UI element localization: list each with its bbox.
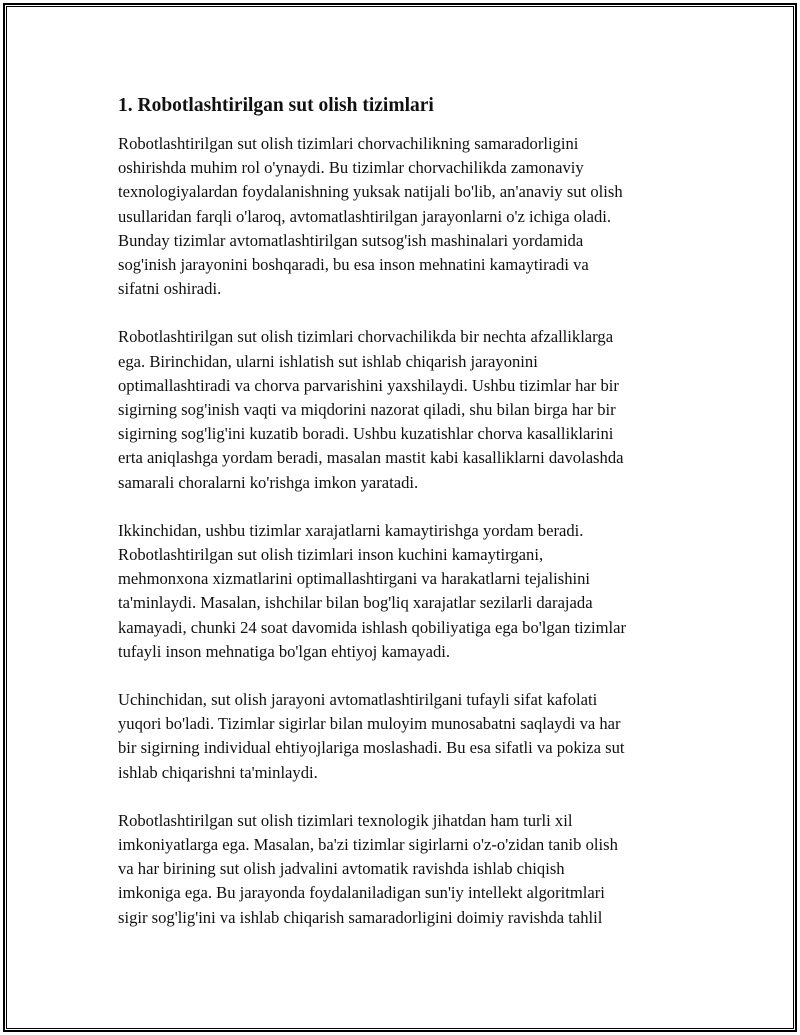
paragraph-line: erta aniqlashga yordam beradi, masalan mastit kabi kasalliklarni davolashda	[118, 448, 624, 468]
paragraph-line: oshirishda muhim rol o'ynaydi. Bu tizimlar chorvachilikda zamonaviy	[118, 158, 584, 178]
document-body	[118, 93, 698, 954]
paragraph-line: ega. Birinchidan, ularni ishlatish sut ishlab chiqarish jarayonini	[118, 351, 538, 371]
paragraph-line: Robotlashtirilgan sut olish tizimlari chorvachilikda bir nechta afzalliklarga	[118, 327, 614, 347]
paragraph-line: texnologiyalardan foydalanishning yuksak natijali bo'lib, an'anaviy sut olish	[118, 182, 623, 202]
paragraph-list	[118, 132, 698, 930]
paragraph-line: va har birining sut olish jadvalini avtomatik ravishda ishlab chiqish	[118, 859, 565, 879]
paragraph-line: Ikkinchidan, ushbu tizimlar xarajatlarni kamaytirishga yordam beradi.	[118, 520, 584, 540]
paragraph-line: optimallashtiradi va chorva parvarishini yaxshilaydi. Ushbu tizimlar har bir	[118, 375, 619, 395]
paragraph-line: sog'inish jarayonini boshqaradi, bu esa inson mehnatini kamaytiradi va	[118, 255, 589, 275]
paragraph-line: Bunday tizimlar avtomatlashtirilgan sutsog'ish mashinalari yordamida	[118, 230, 584, 250]
paragraph-line: yuqori bo'ladi. Tizimlar sigirlar bilan muloyim munosabatni saqlaydi va har	[118, 714, 621, 734]
paragraph-line: ishlab chiqarishni ta'minlaydi.	[118, 762, 318, 782]
paragraph	[118, 325, 698, 494]
paragraph-line: Uchinchidan, sut olish jarayoni avtomatlashtirilgani tufayli sifat kafolati	[118, 690, 598, 710]
paragraph-line: kamayadi, chunki 24 soat davomida ishlash qobiliyatiga ega bo'lgan tizimlar	[118, 617, 627, 637]
paragraph	[118, 132, 698, 301]
paragraph-line: sigirning sog'lig'ini kuzatib boradi. Ushbu kuzatishlar chorva kasalliklarini	[118, 424, 614, 444]
paragraph-line: usullaridan farqli o'laroq, avtomatlashtirilgan jarayonlarni o'z ichiga oladi.	[118, 206, 612, 226]
paragraph-line: imkoniyatlarga ega. Masalan, ba'zi tizimlar sigirlarni o'z-o'zidan tanib olish	[118, 835, 618, 855]
paragraph-line: Robotlashtirilgan sut olish tizimlari inson kuchini kamaytirgani,	[118, 545, 544, 565]
paragraph-line: tufayli inson mehnatiga bo'lgan ehtiyoj kamayadi.	[118, 641, 451, 661]
section-title: 1. Robotlashtirilgan sut olish tizimlari	[118, 95, 434, 116]
paragraph	[118, 519, 698, 664]
paragraph	[118, 809, 698, 930]
paragraph-line: Robotlashtirilgan sut olish tizimlari chorvachilikning samaradorligini	[118, 134, 579, 153]
paragraph-line: ta'minlaydi. Masalan, ishchilar bilan bog'liq xarajatlar sezilarli darajada	[118, 593, 593, 613]
paragraph-line: sigirning sog'inish vaqti va miqdorini nazorat qiladi, shu bilan birga har bir	[118, 400, 616, 420]
paragraph-line: Robotlashtirilgan sut olish tizimlari texnologik jihatdan ham turli xil	[118, 810, 573, 830]
paragraph-line: imkoniga ega. Bu jarayonda foydalaniladigan sun'iy intellekt algoritmlari	[118, 883, 605, 903]
paragraph-line: sigir sog'lig'ini va ishlab chiqarish samaradorligini doimiy ravishda tahlil	[118, 907, 603, 927]
paragraph-line: bir sigirning individual ehtiyojlariga moslashadi. Bu esa sifatli va pokiza sut	[118, 738, 625, 758]
paragraph-line: mehmonxona xizmatlarini optimallashtirgani va harakatlarni tejalishini	[118, 569, 591, 589]
paragraph-line: sifatni oshiradi.	[118, 279, 222, 299]
paragraph-line: samarali choralarni ko'rishga imkon yaratadi.	[118, 472, 419, 492]
paragraph	[118, 688, 698, 785]
